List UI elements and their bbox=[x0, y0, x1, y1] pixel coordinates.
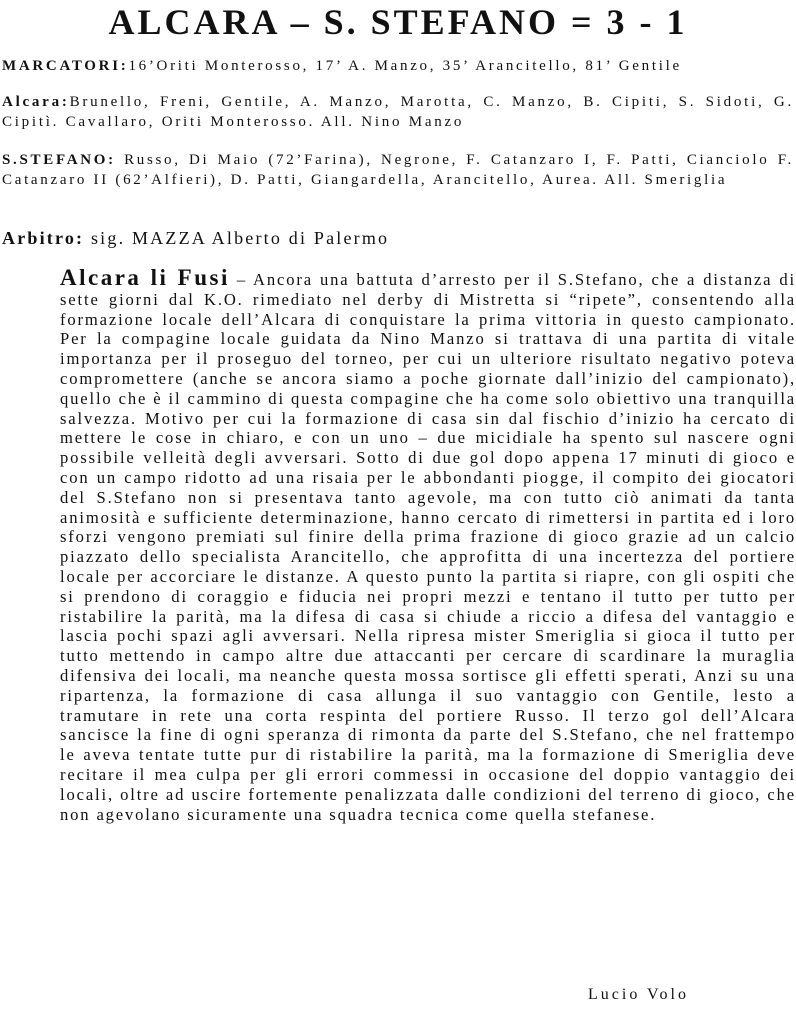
article-text: – Ancora una battuta d’arresto per il S.Stefano, che a distanza di sette giorni dal K.O. rimediato nel derby di Mistretta si “ripete”, consentendo alla formazione locale dell’Alcara di conquistare la prima vittoria in questo campionato. Per la compagine locale guidata da Nino Manzo si trattava di una partita di vitale importanza per il proseguo del torneo, per cui un ulteriore risultato negativo poteva compromettere (anche se ancora siamo a poche giornate dall’inizio del campionato), quello che è il cammino di questa compagine che ha come solo obiettivo una tranquilla salvezza. Motivo per cui la formazione di casa sin dal fischio d’inizio ha cercato di mettere le cose in chiaro, e con un uno – due micidiale ha spento sul nascere ogni possibile velleità degli avversari. Sotto di due gol dopo appena 17 minuti di gioco e con un campo ridotto ad una risaia per le abbondanti piogge, il compito dei giocatori del S.Stefano non si presentava tanto agevole, ma con tutto ciò animati da tanta animosità e sufficiente determinazione, hanno cercato di rimettersi in partita ed i loro sforzi vengono premiati sul finire della prima frazione di gioco grazie ad un calcio piazzato dello specialista Arancitello, che approfitta di una incertezza del portiere locale per accorciare le distanze. A questo punto la partita si riapre, con gli ospiti che si prendono di coraggio e fiducia nei propri mezzi e tentano il tutto per tutto per ristabilire la parità, ma la difesa di casa si chiude a riccio a difesa del vantaggio e lascia pochi spazi agli avversari. Nella ripresa mister Smeriglia si gioca il tutto per tutto mettendo in campo altre due attaccanti per cercare di scardinare la muraglia difensiva dei locali, ma neanche questa mossa sortisce gli effetti sperati, Anzi su una ripartenza, la formazione di casa allunga il suo vantaggio con Gentile, lesto a tramutare in rete una corta respinta del portiere Russo. Il terzo gol dell’Alcara sancisce la fine di ogni speranza di rimonta da parte del S.Stefano, che nel frattempo le aveva tentate tutte pur di ristabilire la parità, ma la formazione di Smeriglia deve recitare il mea culpa per gli errori commessi in occasione del doppio vantaggio dei locali, oltre ad uscire fortemente penalizzata dalle condizioni del terreno di gioco, che non agevolano sicuramente una squadra tecnica come quella stefanese. bbox=[60, 270, 796, 824]
article-body bbox=[60, 265, 796, 824]
stefano-label: S.STEFANO: bbox=[2, 152, 116, 168]
author-signature: Lucio Volo bbox=[588, 986, 689, 1003]
scorers-line bbox=[2, 56, 794, 76]
alcara-label: Alcara: bbox=[2, 94, 70, 110]
scorers-label: MARCATORI: bbox=[2, 58, 129, 74]
stefano-lineup bbox=[2, 150, 794, 190]
article-dateline: Alcara li Fusi bbox=[60, 265, 230, 290]
referee-line bbox=[2, 228, 794, 248]
alcara-lineup bbox=[2, 92, 794, 132]
alcara-text: Brunello, Freni, Gentile, A. Manzo, Marotta, C. Manzo, B. Cipiti, S. Sidoti, G. Cipitì. Cavallaro, Oriti Monterosso. All. Nino Manzo bbox=[2, 94, 794, 130]
referee-label: Arbitro: bbox=[2, 228, 85, 248]
referee-text: sig. MAZZA Alberto di Palermo bbox=[84, 228, 390, 248]
stefano-text: Russo, Di Maio (72’Farina), Negrone, F. Catanzaro I, F. Patti, Cianciolo F. Catanzaro II (62’Alfieri), D. Patti, Giangardella, Arancitello, Aurea. All. Smeriglia bbox=[2, 152, 794, 188]
match-title: ALCARA – S. STEFANO = 3 - 1 bbox=[108, 2, 688, 42]
scorers-text: 16’Oriti Monterosso, 17’ A. Manzo, 35’ Arancitello, 81’ Gentile bbox=[128, 58, 682, 74]
